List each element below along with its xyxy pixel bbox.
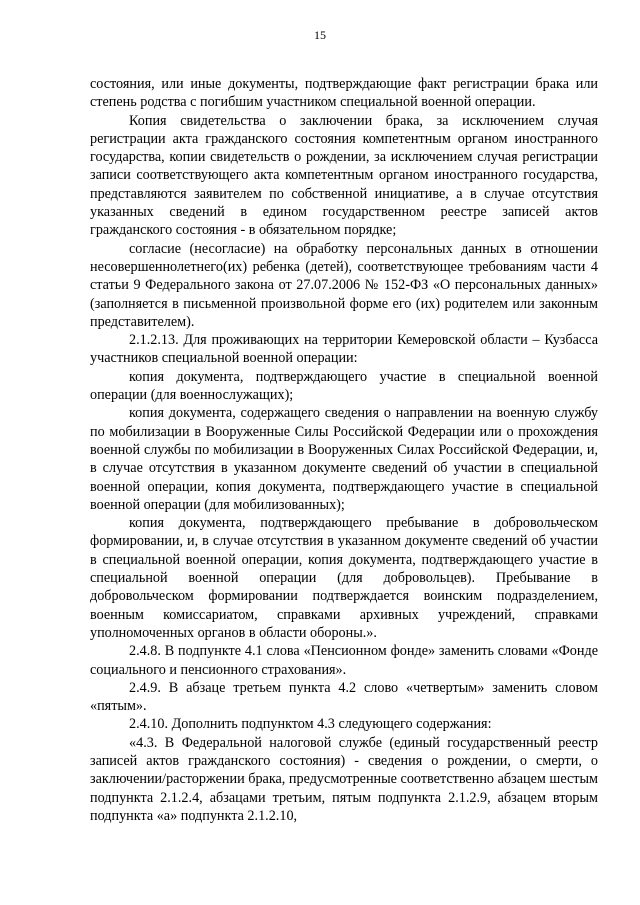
- paragraph-2-4-9: 2.4.9. В абзаце третьем пункта 4.2 слово «четвертым» заменить словом «пятым».: [90, 679, 598, 715]
- paragraph-mobilized: копия документа, содержащего сведения о направлении на военную службу по мобилизации в Вооруженные Силы Российской Федерации или о прохождения военной службы по мобилизации в Вооруженных Силах Российской Федерации, и, в случае отсутствия в указанном документе сведений об участии в специальной военной операции, копия документа, подтверждающего участие в специальной военной операции (для мобилизованных);: [90, 405, 598, 513]
- paragraph-military-servicemen: копия документа, подтверждающего участие в специальной военной операции (для военнослужащих);: [90, 368, 598, 404]
- document-body: [90, 75, 598, 825]
- paragraph-continuation: состояния, или иные документы, подтверждающие факт регистрации брака или степень родства с погибшим участником специальной военной операции.: [90, 76, 598, 111]
- paragraph-2-4-8: 2.4.8. В подпункте 4.1 слова «Пенсионном фонде» заменить словами «Фонде социального и пенсионного страхования».: [90, 643, 598, 678]
- paragraph-volunteers: копия документа, подтверждающего пребывание в добровольческом формировании, и, в случае отсутствия в указанном документе сведений об участии в специальной военной операции, копия документа, подтверждающего участие в специальной военной операции (для добровольцев). Пребывание в добровольческом формировании подтверждается воинским подразделением, военным комиссариатом, справками архивных учреждений, справками уполномоченных органов в области обороны.».: [90, 515, 598, 641]
- paragraph-marriage-certificate: Копия свидетельства о заключении брака, за исключением случая регистрации акта гражданского состояния компетентным органом иностранного государства, копии свидетельств о рождении, за исключением случая регистрации записи соответствующего акта компетентным органом иностранного государства, представляются заявителем по собственной инициативе, а в случае отсутствия указанных сведений в едином государственном реестре записей актов гражданского состояния - в обязательном порядке;: [90, 112, 598, 239]
- paragraph-2-4-10: 2.4.10. Дополнить подпунктом 4.3 следующего содержания:: [129, 716, 492, 733]
- page-number: 15: [314, 28, 326, 42]
- paragraph-personal-data-consent: согласие (несогласие) на обработку персональных данных в отношении несовершеннолетнего(их) ребенка (детей), соответствующее требованиям части 4 статьи 9 Федерального закона от 27.07.2006 № 152-ФЗ «О персональных данных» (заполняется в письменной произвольной форме его (их) родителем или законным представителем).: [90, 240, 598, 330]
- paragraph-4-3: «4.3. В Федеральной налоговой службе (единый государственный реестр записей актов гражданского состояния) - сведения о рождении, о смерти, о заключении/расторжении брака, предусмотренные соответственно абзацем шестым подпункта 2.1.2.4, абзацами третьим, пятым подпункта 2.1.2.9, абзацем вторым подпункта «а» подпункта 2.1.2.10,: [90, 734, 598, 824]
- paragraph-2-1-2-13: 2.1.2.13. Для проживающих на территории Кемеровской области – Кузбасса участников специальной военной операции:: [90, 332, 598, 367]
